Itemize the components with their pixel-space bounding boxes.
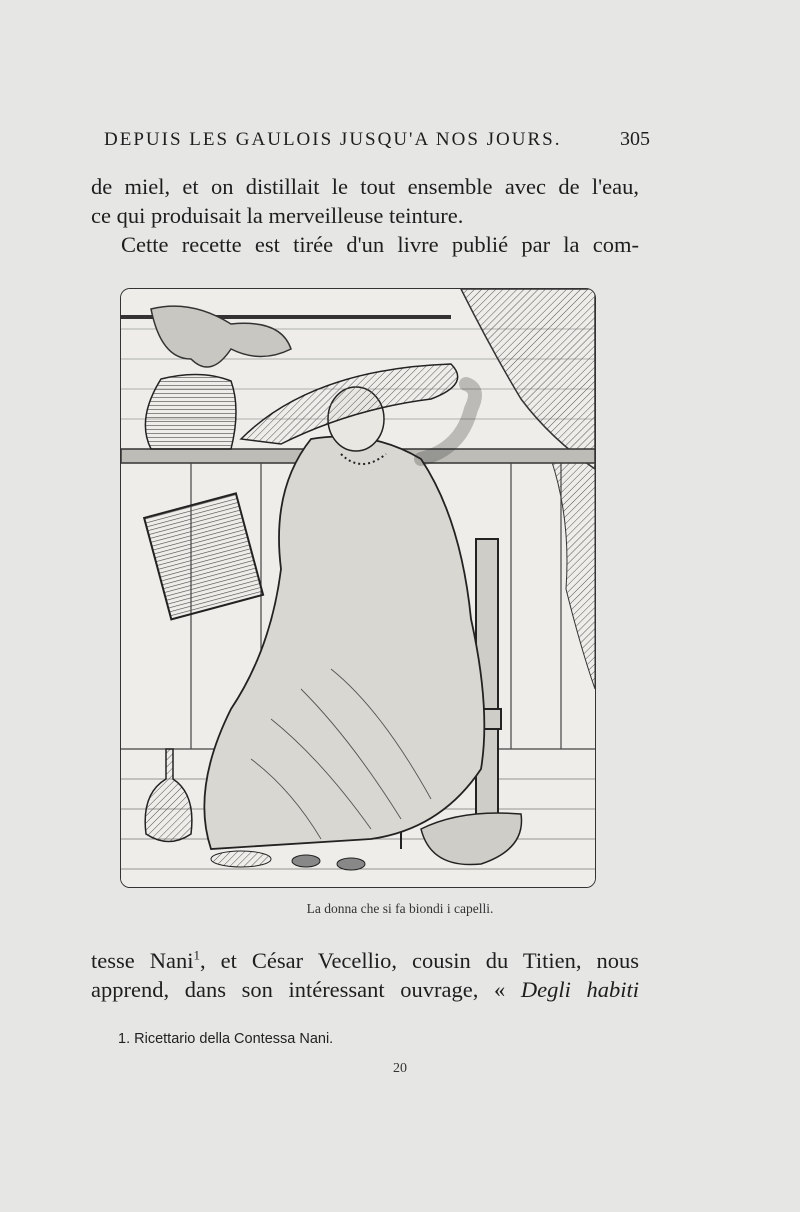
footnote-text: Ricettario della Contessa Nani. (134, 1031, 334, 1047)
running-head (104, 128, 650, 151)
text-line (91, 946, 639, 975)
vase-drawing (145, 374, 236, 449)
paragraph-top (91, 172, 639, 259)
signature-mark: 20 (393, 1061, 407, 1076)
figure-caption: La donna che si fa biondi i capelli. (306, 901, 494, 916)
engraving-illustration (120, 288, 596, 888)
italic-title: Degli habiti (520, 977, 639, 1002)
footnote-ref: 1 (193, 947, 200, 963)
footnote-marker: 1. (118, 1031, 131, 1047)
running-head-title: DEPUIS LES GAULOIS JUSQU'A NOS JOURS. (104, 129, 562, 150)
text-line: de miel, et on distillait le tout ensemble avec de l'eau, (91, 174, 639, 199)
text-fragment: tesse Nani (91, 948, 194, 973)
text-line: Cette recette est tirée d'un livre publié par la com- (121, 232, 639, 257)
text-fragment: apprend, dans son intéressant ouvrage, « (91, 977, 521, 1002)
page-number: 305 (620, 128, 650, 150)
text-fragment: , et César Vecellio, cousin du Titien, nous (199, 948, 639, 973)
engraving-drawing (121, 289, 595, 887)
paragraph-bottom (91, 946, 639, 1004)
text-line (91, 975, 639, 1004)
footnote (118, 1031, 333, 1047)
text-line: ce qui produisait la merveilleuse teinture. (91, 203, 464, 228)
